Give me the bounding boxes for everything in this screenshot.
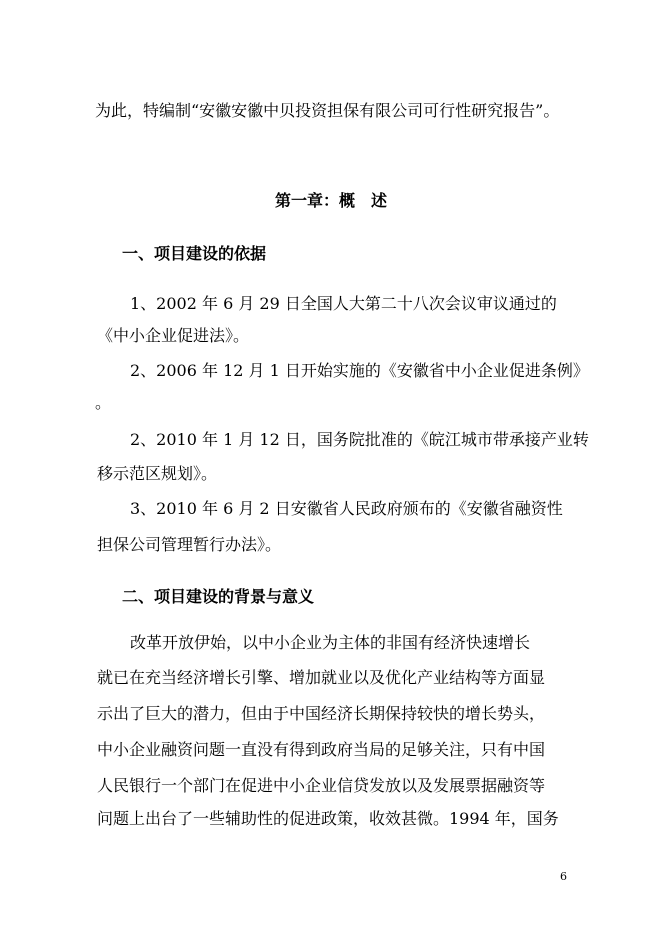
basis-item-4-line1: 3、2010 年 6 月 2 日安徽省人民政府颁布的《安徽省融资性: [130, 499, 563, 518]
chapter-title: 第一章：概 述: [274, 191, 387, 210]
basis-item-1-line1: 1、2002 年 6 月 29 日全国人大第二十八次会议审议通过的: [130, 294, 557, 313]
basis-item-2-line1: 2、2006 年 12 月 1 日开始实施的《安徽省中小企业促进条例》: [130, 361, 589, 380]
background-line-3: 示出了巨大的潜力，但由于中国经济长期保持较快的增长势头，: [97, 704, 546, 723]
section2-heading: 二、项目建设的背景与意义: [122, 587, 315, 606]
page-number: 6: [560, 870, 567, 883]
background-line-6: 问题上出台了一些辅助性的促进政策，收效甚微。1994 年，国务: [97, 809, 559, 828]
section1-heading: 一、项目建设的依据: [122, 244, 267, 263]
intro-line: 为此，特编制“安徽安徽中贝投资担保有限公司可行性研究报告”。: [95, 101, 560, 120]
background-line-5: 人民银行一个部门在促进中小企业信贷发放以及发展票据融资等: [97, 776, 546, 795]
basis-item-4-line2: 担保公司管理暂行办法》。: [97, 535, 282, 554]
background-line-4: 中小企业融资问题一直没有得到政府当局的足够关注，只有中国: [97, 740, 546, 759]
basis-item-1-line2: 《中小企业促进法》。: [97, 326, 250, 345]
basis-item-3-line1: 2、2010 年 1 月 12 日，国务院批准的《皖江城市带承接产业转: [130, 430, 589, 449]
background-line-1: 改革开放伊始，以中小企业为主体的非国有经济快速增长: [130, 633, 531, 652]
background-line-2: 就已在充当经济增长引擎、增加就业以及优化产业结构等方面显: [97, 668, 546, 687]
basis-item-2-line2: 。: [95, 393, 112, 412]
basis-item-3-line2: 移示范区规划》。: [97, 464, 218, 483]
